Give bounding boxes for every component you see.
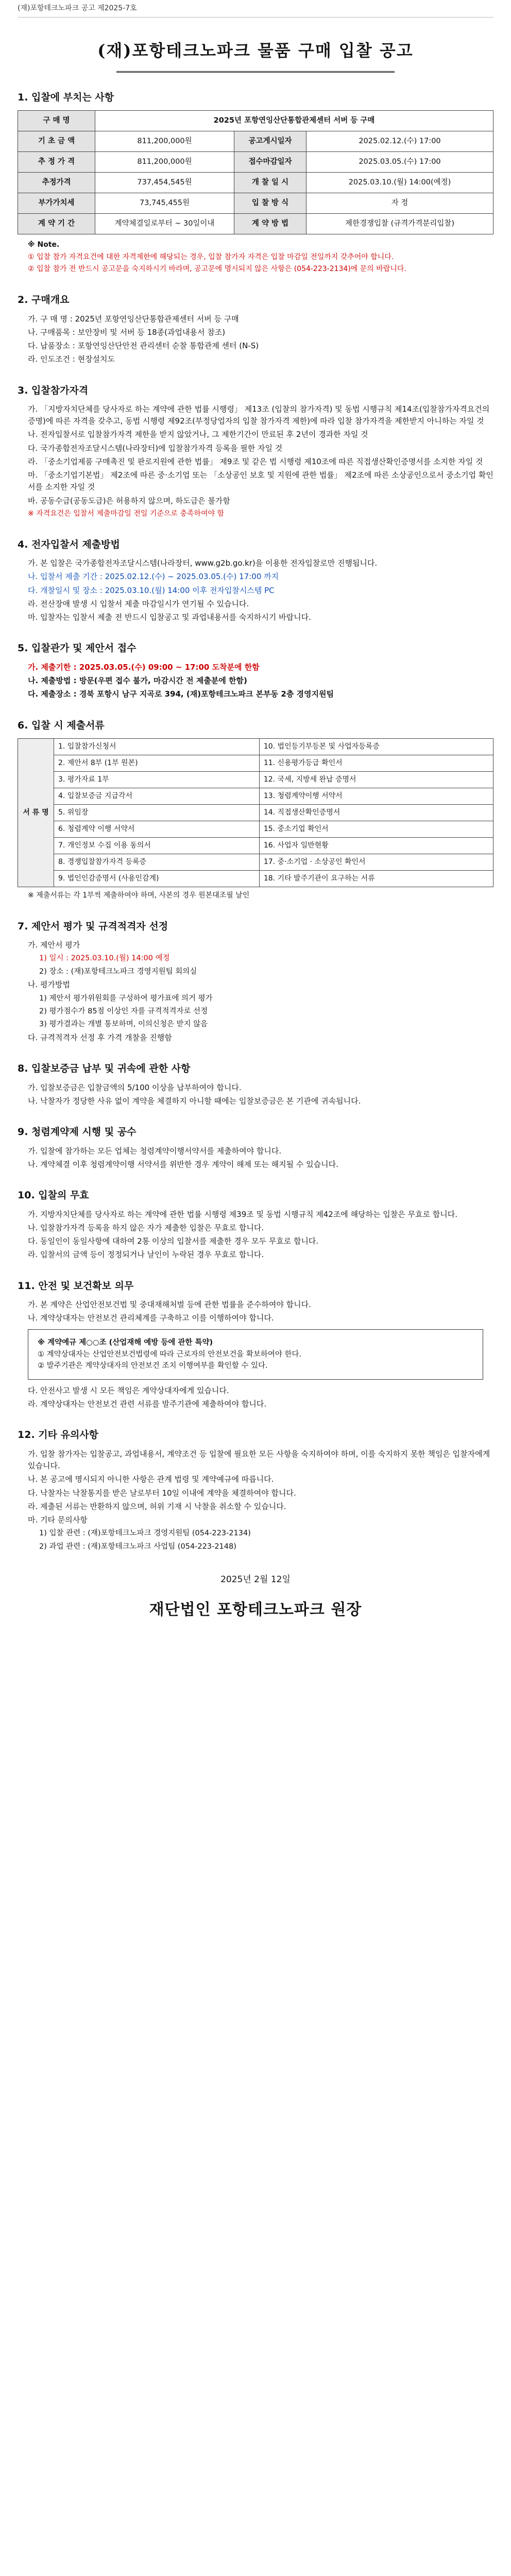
list-item: 나. 입찰서 제출 기간 : 2025.02.12.(수) ~ 2025.03.05.(수) 17:00 까지 [28, 572, 279, 582]
section-1-heading: 1. 입찰에 부치는 사항 [18, 91, 114, 103]
regulation-box [28, 1329, 483, 1379]
table-value: 811,200,000원 [95, 152, 234, 173]
table-row [18, 152, 493, 173]
table-cell: 17. 중·소기업 · 소상공인 확인서 [259, 854, 493, 870]
table-cell: 15. 중소기업 확인서 [259, 821, 493, 837]
note-text: ② 입찰 참가 전 반드시 공고문을 숙지하시기 바라며, 공고문에 명시되지 않은 사항은 (054-223-2134)에 문의 바랍니다. [28, 265, 406, 274]
list-item: 라. 「중소기업제품 구매촉진 및 판로지원에 관한 법률」 제9조 및 같은 법 시행령 제10조에 따른 직접생산확인증명서를 소지한 자일 것 [28, 456, 483, 466]
list-item: 라. 제출된 서류는 반환하지 않으며, 허위 기재 시 낙찰을 취소할 수 있습니다. [28, 1501, 286, 1511]
table-label: 기 초 금 액 [18, 131, 95, 152]
table-label: 입 찰 방 식 [234, 193, 306, 214]
table-cell: 10. 법인등기부등본 및 사업자등록증 [259, 738, 493, 755]
table-label: 계 약 기 간 [18, 214, 95, 234]
table-value: 73,745,455원 [95, 193, 234, 214]
table-row [18, 131, 493, 152]
list-item: 나. 본 공고에 명시되지 아니한 사항은 관계 법령 및 계약예규에 따릅니다. [28, 1475, 274, 1484]
list-item: 라. 인도조건 : 현장설치도 [28, 354, 115, 364]
issue-date: 2025년 2월 12일 [220, 1574, 291, 1585]
list-item: 다. 납품장소 : 포항연잉산단안전 관리센터 순찰 통합관제 센터 (N-S) [28, 341, 259, 351]
list-item: 가. 제출기한 : 2025.03.05.(수) 09:00 ~ 17:00 도착분에 한함 [28, 662, 260, 672]
section-12-heading: 12. 기타 유의사항 [18, 1429, 99, 1441]
list-item: 2) 평가점수가 85점 이상인 자를 규격적격자로 선정 [39, 1007, 208, 1015]
list-item: 가. 지방자치단체를 당사자로 하는 계약에 관한 법률 시행령 제39조 및 동법 시행규칙 제42조에 해당하는 입찰은 무효로 합니다. [28, 1209, 458, 1219]
list-item: 가. 「지방자치단체를 당사자로 하는 계약에 관한 법률 시행령」 제13조 (입찰의 참가자격) 및 동법 시행규칙 제14조(입찰참가자격요건의 증명)에 따른 자격을 갖추고, 동법 시행령 제92조(부정당업자의 입찰 참가자격 제한)에 따라 입찰 참가자격을 제한받지 아니하는 자일 것 [28, 404, 490, 426]
table-label: 추정가격 [18, 173, 95, 193]
table-cell: 6. 청렴계약 이행 서약서 [54, 821, 260, 837]
table-value: 2025년 포항연잉산단통합관제센터 서버 등 구매 [95, 111, 493, 131]
table-row [18, 214, 493, 234]
list-item: 바. 공동수급(공동도급)은 허용하지 않으며, 하도급은 불가함 [28, 496, 230, 505]
table-cell: 14. 직접생산확인증명서 [259, 804, 493, 821]
list-item: 마. 입찰자는 입찰서 제출 전 반드시 입찰공고 및 과업내용서를 숙지하시기 바랍니다. [28, 613, 311, 622]
notice-number: (재)포항테크노파크 공고 제2025-7호 [18, 0, 493, 18]
table-cell: 3. 평가자료 1부 [54, 771, 260, 788]
section-10-heading: 10. 입찰의 무효 [18, 1190, 89, 1201]
table-cell: 9. 법인인감증명서 (사용인감계) [54, 870, 260, 887]
list-item: 가. 입찰 참가자는 입찰공고, 과업내용서, 계약조건 등 입찰에 필요한 모든 사항을 숙지하여야 하며, 이를 숙지하지 못한 책임은 입찰자에게 있습니다. [28, 1449, 490, 1471]
list-item: 다. 제출장소 : 경북 포항시 남구 지곡로 394, (재)포항테크노파크 본부동 2층 경영지원팀 [28, 689, 334, 699]
list-item: 다. 안전사고 발생 시 모든 책임은 계약상대자에게 있습니다. [28, 1385, 229, 1395]
list-item: 나. 계약상대자는 안전보건 관리체계를 구축하고 이를 이행하여야 합니다. [28, 1313, 274, 1323]
table-value: 제한경쟁입찰 (규격가격분리입찰) [306, 214, 493, 234]
table-cell: 18. 기타 발주기관이 요구하는 서류 [259, 870, 493, 887]
list-item: 가. 입찰보증금은 입찰금액의 5/100 이상을 납부하여야 합니다. [28, 1082, 242, 1092]
note-text: ① 입찰 참가 자격요건에 대한 자격제한에 해당되는 경우, 입찰 참가자 자격은 입찰 마감일 전일까지 갖추어야 합니다. [28, 252, 394, 261]
box-text: ② 발주기관은 계약상대자의 안전보건 조치 이행여부를 확인할 수 있다. [38, 1362, 268, 1370]
table-label: 서 류 명 [18, 738, 54, 887]
list-item: 가. 본 계약은 산업안전보건법 및 중대재해처벌 등에 관한 법률을 준수하여야 합니다. [28, 1299, 311, 1309]
box-title: ※ 계약예규 제○○조 (산업재해 예방 등에 관한 특약) [38, 1338, 213, 1347]
table-row [18, 854, 493, 870]
table-cell: 4. 입찰보증금 지급각서 [54, 788, 260, 804]
table-value: 737,454,545원 [95, 173, 234, 193]
table-row [18, 804, 493, 821]
table-row [18, 788, 493, 804]
table-value: 2025.03.10.(월) 14:00(예정) [306, 173, 493, 193]
section-7-heading: 7. 제안서 평가 및 규격적격자 선정 [18, 920, 168, 932]
required-documents-table [18, 738, 493, 887]
table-row [18, 193, 493, 214]
table-row [18, 111, 493, 131]
list-item: 나. 구매품목 : 보안장비 및 서버 등 18종(과업내용서 참조) [28, 327, 226, 337]
list-item: 1) 입찰 관련 : (재)포항테크노파크 경영지원팀 (054-223-2134) [39, 1529, 251, 1538]
table-label: 구 매 명 [18, 111, 95, 131]
list-item: 3) 평가결과는 개별 통보하며, 이의신청은 받지 않음 [39, 1020, 208, 1029]
table-cell: 8. 경쟁입찰참가자격 등록증 [54, 854, 260, 870]
table-row [18, 173, 493, 193]
list-item: 다. 개찰일시 및 장소 : 2025.03.10.(월) 14:00 이후 전자입찰시스템 PC [28, 585, 275, 595]
list-item: 2) 장소 : (재)포항테크노파크 경영지원팀 회의실 [39, 967, 197, 976]
table-value: 자 정 [306, 193, 493, 214]
table-label: 부가가치세 [18, 193, 95, 214]
note-text: ※ 제출서류는 각 1부씩 제출하여야 하며, 사본의 경우 원본대조필 날인 [28, 891, 250, 900]
list-item: 다. 규격적격자 선정 후 가격 개찰을 진행함 [28, 1032, 172, 1042]
table-row [18, 837, 493, 854]
list-item: 나. 평가방법 [28, 980, 70, 990]
list-item: 1) 일시 : 2025.03.10.(월) 14:00 예정 [39, 954, 170, 963]
page-title: (재)포항테크노파크 물품 구매 입찰 공고 [97, 41, 414, 60]
list-item: 가. 제안서 평가 [28, 940, 80, 950]
section-11-heading: 11. 안전 및 보건확보 의무 [18, 1280, 134, 1292]
section-8-heading: 8. 입찰보증금 납부 및 귀속에 관한 사항 [18, 1063, 191, 1075]
note-text: ※ 자격요건은 입찰서 제출마감일 전일 기준으로 충족하여야 함 [28, 509, 224, 518]
table-cell: 13. 청렴계약이행 서약서 [259, 788, 493, 804]
bid-info-table [18, 110, 493, 234]
table-value: 2025.03.05.(수) 17:00 [306, 152, 493, 173]
table-cell: 1. 입찰참가신청서 [54, 738, 260, 755]
list-item: 나. 계약체결 이후 청렴계약이행 서약서를 위반한 경우 계약이 해제 또는 해지될 수 있습니다. [28, 1159, 338, 1169]
list-item: 나. 낙찰자가 정당한 사유 없이 계약을 체결하지 아니할 때에는 입찰보증금은 본 기관에 귀속됩니다. [28, 1096, 361, 1106]
section-5-heading: 5. 입찰관가 및 제안서 접수 [18, 642, 137, 654]
list-item: 2) 과업 관련 : (재)포항테크노파크 사업팀 (054-223-2148) [39, 1542, 236, 1551]
list-item: 라. 입찰서의 금액 등이 정정되거나 날인이 누락된 경우 무효로 합니다. [28, 1250, 264, 1260]
table-cell: 7. 개인정보 수집 이용 동의서 [54, 837, 260, 854]
table-cell: 16. 사업자 일반현황 [259, 837, 493, 854]
list-item: 가. 입찰에 참가하는 모든 업체는 청렴계약이행서약서를 제출하여야 합니다. [28, 1146, 282, 1156]
list-item: 마. 「중소기업기본법」 제2조에 따른 중·소기업 또는 「소상공인 보호 및 지원에 관한 법률」 제2조에 따른 소상공인으로서 중소기업 확인서를 소지한 자일 것 [28, 470, 493, 492]
table-label: 개 찰 일 시 [234, 173, 306, 193]
section-9-heading: 9. 청렴계약제 시행 및 공수 [18, 1126, 137, 1138]
list-item: 다. 국가종합전자조달시스템(나라장터)에 입찰참가자격 등록을 필한 자일 것 [28, 443, 283, 453]
title-divider [116, 71, 395, 73]
table-row [18, 771, 493, 788]
table-label: 공고게시일자 [234, 131, 306, 152]
box-text: ① 계약상대자는 산업안전보건법령에 따라 근로자의 안전보건을 확보하여야 한다. [38, 1350, 302, 1359]
list-item: 마. 기타 문의사항 [28, 1515, 88, 1525]
issuer-name: 재단법인 포항테크노파크 원장 [149, 1600, 362, 1619]
list-item: 1) 제안서 평가위원회를 구성하여 평가표에 의거 평가 [39, 994, 213, 1003]
notes-label: ※ Note. [28, 241, 60, 249]
list-item: 가. 본 입찰은 국가종합전자조달시스템(나라장터, www.g2b.go.kr)을 이용한 전자입찰로만 진행됩니다. [28, 558, 378, 568]
table-label: 추 정 가 격 [18, 152, 95, 173]
closing-block [18, 1573, 493, 1622]
table-cell: 2. 제안서 8부 (1부 원본) [54, 755, 260, 771]
table-label: 계 약 방 법 [234, 214, 306, 234]
table-row [18, 821, 493, 837]
section-6-heading: 6. 입찰 시 제출서류 [18, 719, 105, 731]
table-label: 접수마감일자 [234, 152, 306, 173]
list-item: 라. 계약상대자는 안전보건 관련 서류를 발주기관에 제출하여야 합니다. [28, 1399, 267, 1409]
table-cell: 5. 위임장 [54, 804, 260, 821]
list-item: 나. 전자입찰서로 입찰참가자격 제한을 받지 않았거나, 그 제한기간이 만료된 후 2년이 경과한 자일 것 [28, 430, 368, 439]
section-3-heading: 3. 입찰참가자격 [18, 384, 89, 396]
table-row [18, 870, 493, 887]
table-value: 811,200,000원 [95, 131, 234, 152]
section-2-heading: 2. 구매개요 [18, 294, 70, 306]
table-cell: 12. 국세, 지방세 완납 증명서 [259, 771, 493, 788]
list-item: 라. 전산장애 발생 시 입찰서 제출 마감일시가 연기될 수 있습니다. [28, 599, 249, 608]
table-row [18, 738, 493, 755]
table-value: 계약체결일로부터 ~ 30일이내 [95, 214, 234, 234]
table-cell: 11. 신용평가등급 확인서 [259, 755, 493, 771]
list-item: 다. 동일인이 동일사항에 대하여 2통 이상의 입찰서를 제출한 경우 모두 무효로 합니다. [28, 1236, 319, 1246]
list-item: 가. 구 매 명 : 2025년 포항연잉산단통합관제센터 서버 등 구매 [28, 314, 239, 324]
list-item: 나. 입찰참가자격 등록을 하지 않은 자가 제출한 입찰은 무효로 합니다. [28, 1223, 264, 1232]
table-value: 2025.02.12.(수) 17:00 [306, 131, 493, 152]
list-item: 나. 제출방법 : 방문(우편 접수 불가, 마감시간 전 제출분에 한함) [28, 676, 247, 686]
section-4-heading: 4. 전자입찰서 제출방법 [18, 538, 120, 550]
list-item: 다. 낙찰자는 낙찰통지를 받은 날로부터 10일 이내에 계약을 체결하여야 합니다. [28, 1488, 296, 1498]
table-row [18, 755, 493, 771]
